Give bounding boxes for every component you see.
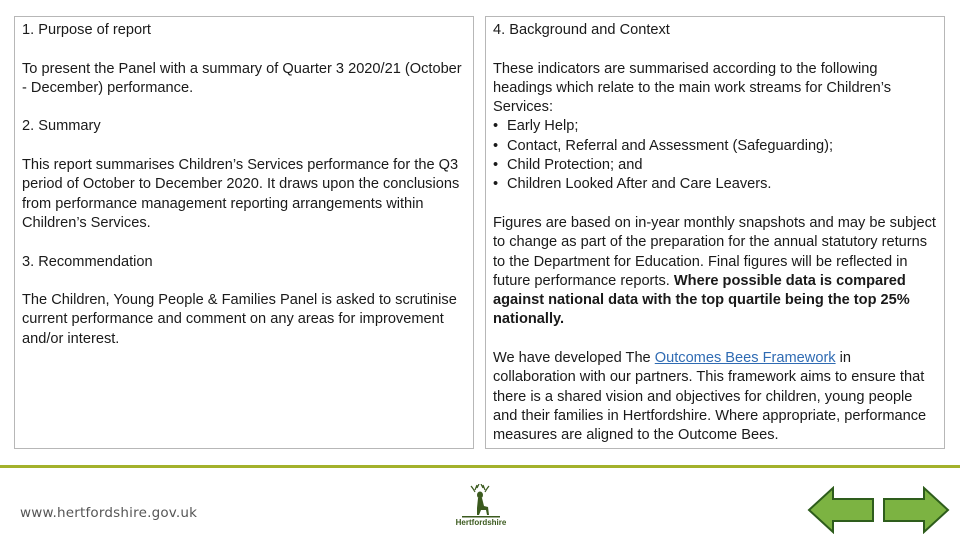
list-item: • Children Looked After and Care Leavers. <box>493 175 937 194</box>
recommendation-text: The Children, Young People & Families Panel is asked to scrutinise current performance and comment on any areas for improvement and/or interest. <box>22 292 457 347</box>
previous-slide-button[interactable] <box>807 486 875 534</box>
figures-text: Figures are based on in-year monthly snapshots and may be subject to change as part of the preparation for the annual statutory returns to the Department for Education. Final figures will be reflected in future performance reports. <box>493 214 936 289</box>
footer-url: www.hertfordshire.gov.uk <box>20 505 198 521</box>
outcomes-bees-framework-link[interactable]: Outcomes Bees Framework <box>654 350 836 367</box>
right-content-panel <box>485 16 945 449</box>
recommendation-heading: 3. Recommendation <box>22 253 153 270</box>
framework-prefix: We have developed The <box>493 350 651 367</box>
background-intro-text: These indicators are summarised according to the following headings which relate to the main work streams for Children’s Services: <box>493 60 892 116</box>
figures-paragraph <box>493 214 937 330</box>
arrow-left-icon <box>809 488 873 532</box>
purpose-text: To present the Panel with a summary of Quarter 3 2020/21 (October - December) performance. <box>22 60 462 96</box>
workstream-list <box>493 117 937 194</box>
stag-icon <box>471 484 489 515</box>
arrow-right-icon <box>884 488 948 532</box>
list-item: • Child Protection; and <box>493 156 937 175</box>
summary-text: This report summarises Children’s Services performance for the Q3 period of October to December 2020. It draws upon the conclusions from performance management reporting arrangements within Children’s Services. <box>22 157 460 231</box>
list-item: • Contact, Referral and Assessment (Safeguarding); <box>493 137 937 156</box>
footer-divider <box>0 465 960 468</box>
framework-suffix: in collaboration with our partners. This framework aims to ensure that there is a shared vision and objectives for children, young people and their families in Hertfordshire. Where appropriate, performance measures are aligned to the Outcome Bees. <box>493 350 927 444</box>
purpose-heading: 1. Purpose of report <box>22 22 151 38</box>
hertfordshire-logo <box>448 484 514 528</box>
logo-wordmark: Hertfordshire <box>455 518 507 527</box>
left-content-panel <box>14 16 474 449</box>
framework-paragraph <box>493 349 937 445</box>
summary-heading: 2. Summary <box>22 118 101 135</box>
figures-bold-text: Where possible data is compared against national data with the top quartile being the top 25% nationally. <box>493 272 910 328</box>
next-slide-button[interactable] <box>882 486 950 534</box>
list-item: • Early Help; <box>493 117 937 136</box>
background-heading: 4. Background and Context <box>493 22 670 38</box>
